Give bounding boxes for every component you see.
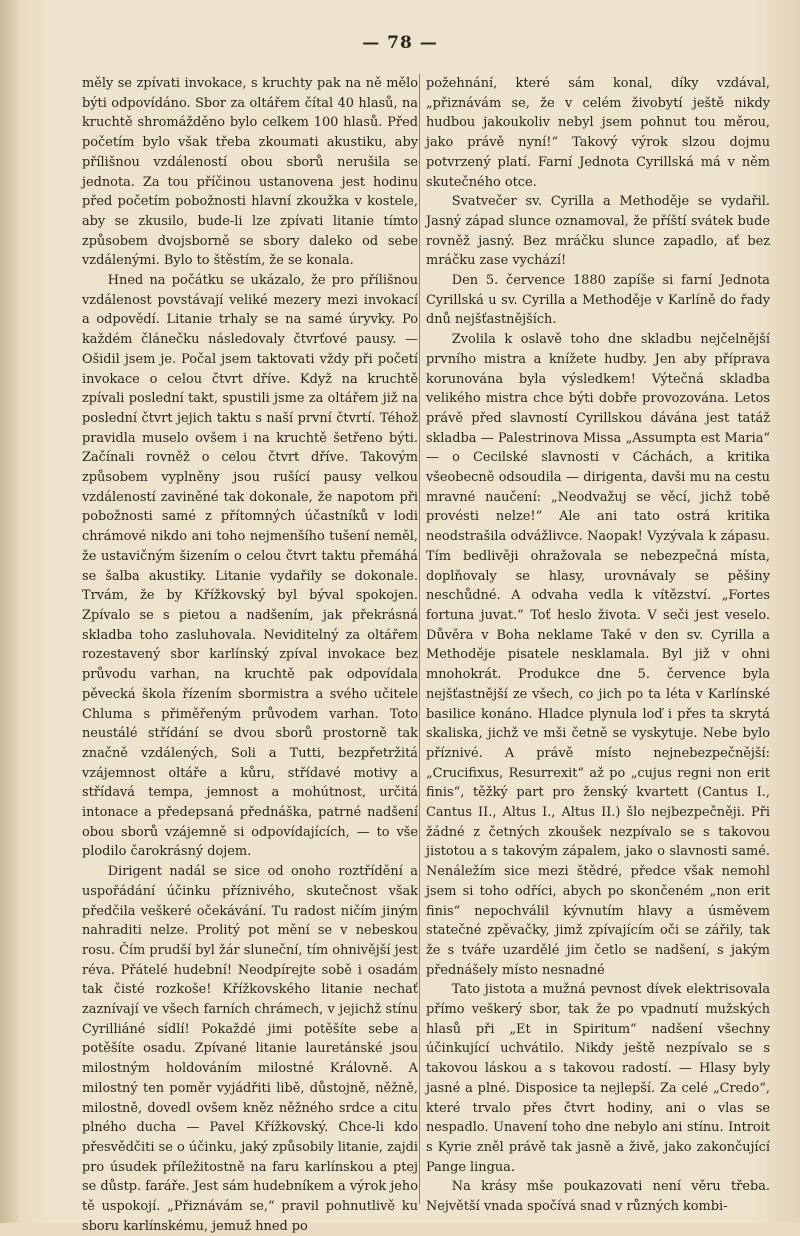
right-column [426,74,770,1217]
paragraph: Svatvečer sv. Cyrilla a Methoděje se vydařil. Jasný západ slunce oznamoval, že příští svátek bude rovněž jasný. Bez mráčku slunce zapadlo, ať bez mráčku zase vychází! [426,194,770,269]
left-column [82,74,418,1236]
binding-shadow [0,0,18,1223]
paragraph: požehnání, které sám konal, díky vzdával, „přiznávám se, že v celém živobytí ještě nikdy hudbou jakoukoliv nebyl jsem pohnut tou měrou, jako právě nyní!“ Takový výrok slzou dojmu potvrzený platí. Farní Jednota Cyrillská má v něm skutečného otce. [426,76,770,190]
paragraph: Dirigent nadál se sice od onoho roztřídění a uspořádání účinku příznivého, skutečnost však předčila veškeré očekávání. Tu radost ničím jiným nahraditi nelze. Prolitý pot mění se v nebeskou rosu. Čím prudší byl žár sluneční, tím ohnivější jest réva. Přátelé hudební! Neodpírejte sobě i osadám tak čisté rozkoše! Křížkovského litanie nechať zaznívají ve všech farních chrámech, v jejichž stínu Cyrilliáné sídlí! Pokaždé jimi potěšíte sebe a potěšíte osadu. Zpívané litanie lauretánské jsou milostným holdováním milostné Královně. A milostný ten poměr vyjádřiti libě, důstojně, něžně, milostně, dovedl ovšem kněz něžného srdce a citu plného ducha — Pavel Křížkovský. Chce-li kdo přesvědčiti se o účinku, jaký způsobily litanie, zajdi pro úsudek příležitostně na faru karlínskou a ptej se důstp. faráře. Jest sám hudebníkem a výrok jeho tě uspokojí. „Přiznávám se,“ pravil pohnutlivě ku sboru karlínskému, jemuž hned po [82,864,418,1234]
page-number: — 78 — [362,33,438,53]
paragraph: Na krásy mše poukazovati není věru třeba. Největší vnada spočívá snad v různých kombi- [426,1179,770,1215]
paragraph: měly se zpívati invokace, s kruchty pak na ně mělo býti odpovídáno. Sbor za oltářem čítal 40 hlasů, na kruchtě shromážděno bylo celkem 100 hlasů. Před početím bylo však třeba zkoumati akustiku, aby přílišnou vzdáleností obou sborů nerušila se jednota. Za tou příčinou ustanovena jest hodinu před početím pobožnosti hlavní zkoužka v kostele, aby se zkusilo, bude-li lze zpívati litanie tímto způsobem dvojsborně se sbory daleko od sebe vzdálenými. Bylo to štěstím, že se konala. [82,76,418,269]
paragraph: Den 5. července 1880 zapíše si farní Jednota Cyrillská u sv. Cyrilla a Methoděje v Karlíně do řady dnů nejšťastnějších. [426,273,770,328]
paragraph: Zvolila k oslavě toho dne skladbu nejčelnější prvního mistra a knížete hudby. Jen aby příprava korunována byla výsledkem! Výtečná skladba velikého mistra chce býti dobře provozována. Letos právě před slavností Cyrillskou dávána jest tatáž skladba — Palestrinova Missa „Assumpta est Maria“ — o Cecilské slavnosti v Cáchách, a kritika všeobecně odsoudila — dirigenta, davši mu na cestu mravné naučení: „Neodvažuj se věcí, jichž tobě provésti nelze!“ Ale ani tato ostrá kritika neodstrašila odvážlivce. Naopak! Vyzývala k zápasu. Tím bedlivěji ohražovala se nebezpečná místa, doplňovaly se hlasy, urovnávaly se pěšiny neschůdné. A odvaha vedla k vítězství. „Fortes fortuna juvat.“ Toť heslo života. V seči jest veselo. Důvěra v Boha neklame Také v den sv. Cyrilla a Methoděje pisatele nesklamala. Byl již v ohni mnohokrát. Produkce dne 5. července byla nejšťastnější ze všech, co jich po ta léta v Karlínské basilice konáno. Hladce plynula loď i přes ta skrytá skaliska, jichž ve mši četně se vyskytuje. Nebe bylo příznivé. A právě místo nejnebezpečnější: „Crucifixus, Resurrexit“ až po „cujus regni non erit finis“, těžký part pro ženský kvartett (Cantus I., Cantus II., Altus I., Altus II.) šlo nejbezpečněji. Při žádné z četných zkoušek nezpívalo se s takovou jistotou a s takovým zápalem, jako o slavnosti samé. Nenáležím sice mezi štědré, předce však nemohl jsem si toho odříci, abych po skončeném „non erit finis“ nepochválil kývnutím hlavy a úsměvem statečné zpěvačky, jimž zpívajícím oči se zářily, tak že s tváře uzardělé jim četlo se nadšení, s jakým přednášely místo nesnadné [426,332,770,978]
column-divider [419,74,420,1204]
paragraph: Tato jistota a mužná pevnost dívek elektrisovala přímo veškerý sbor, tak že po vpadnutí mužských hlasů při „Et in Spiritum“ nadšení všechny účinkující uchvátilo. Nikdy ještě nezpívalo se s takovou láskou a s takovou radostí. — Hlasy byly jasné a plné. Disposice ta nejlepší. Za celé „Credo“, které trvalo přes čtvrt hodiny, ani o vlas se nespadlo. Unavení toho dne nebylo ani stínu. Introit s Kyrie zněl právě tak jasně a živě, jako zakončující Pange lingua. [426,982,770,1175]
paragraph: Hned na počátku se ukázalo, že pro přílišnou vzdálenost povstávají veliké mezery mezi invokací a odpovědí. Litanie trhaly se na samé úryvky. Po každém článečku následovaly čtvrťové pausy. — Ošidil jsem je. Počal jsem taktovati vždy při početí invokace o celou čtvrt dříve. Když na kruchtě zpívali poslední takt, spustili jsme za oltářem již na poslední čtvrt jejich taktu s naší první čtvrtí. Téhož pravidla muselo ovšem i na kruchtě šetřeno býti. Začínali rovněž o celou čtvrt dříve. Takovým způsobem vyplněny jsou rušící pausy velkou vzdáleností zaviněné tak dokonale, že napotom při pobožnosti samé z přítomných účastníků v lodi chrámové nikdo ani toho nejmenšího tušení neměl, že ustavičným šizením o celou čtvrt taktu přemáhá se šalba akustiky. Litanie vydařily se dokonale. Trvám, že by Křížkovský byl býval spokojen. Zpívalo se s pietou a nadšením, jak překrásná skladba toho zasluhovala. Neviditelný za oltářem rozestavený sbor karlínský zpíval invokace bez průvodu varhan, na kruchtě pak odpovídala pěvecká škola řízením sbormistra a svého učitele Chluma s přiměřeným průvodem varhan. Toto neustálé střídání se dvou sborů prostorně tak značně vzdálených, Soli a Tutti, bezpřetržitá vzájemnost oltáře a kůru, střídavé motivy a střídavá tempa, jemnost a mohútnost, určitá intonace a předepsaná přednáška, patrné nadšení obou sborů vzájemně si odpovídajících, — to vše plodilo čarokrásný dojem. [82,273,418,860]
